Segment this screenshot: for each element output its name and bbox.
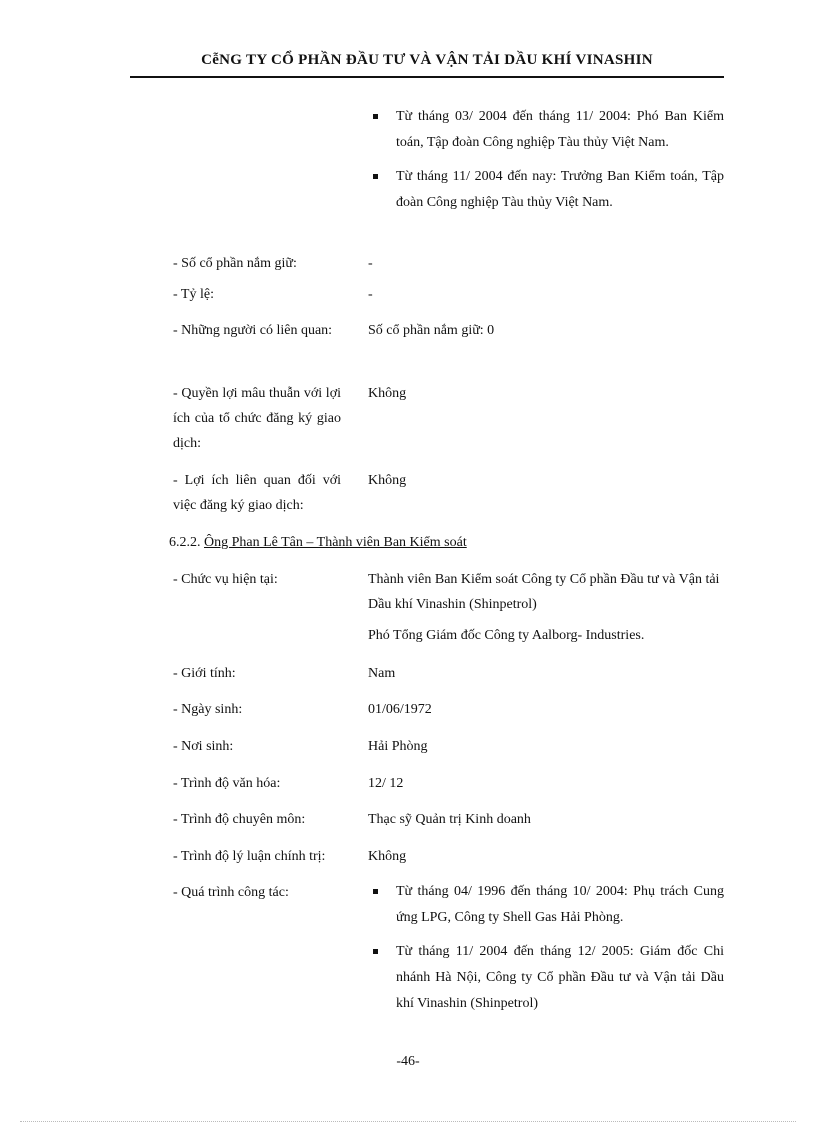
specialty-label: - Trình độ chuyên môn: bbox=[173, 812, 306, 827]
political-theory-label: - Trình độ lý luận chính trị: bbox=[173, 849, 326, 864]
birth-date-label: - Ngày sinh: bbox=[173, 702, 243, 717]
related-persons-label: - Những người có liên quan: bbox=[173, 323, 333, 338]
shares-held-label: - Số cổ phần nắm giữ: bbox=[173, 256, 297, 271]
education-value: 12/ 12 bbox=[368, 776, 404, 791]
career-list bbox=[368, 879, 724, 1025]
list-item: Từ tháng 04/ 1996 đến tháng 10/ 2004: Phụ trách Cung ứng LPG, Công ty Shell Gas Hải Phòng. bbox=[368, 879, 724, 931]
related-persons-value: Số cổ phần nắm giữ: 0 bbox=[368, 323, 495, 338]
gender-value: Nam bbox=[368, 666, 396, 681]
prev-career-list bbox=[368, 104, 724, 224]
related-benefits-value: Không bbox=[368, 473, 407, 488]
list-item: Từ tháng 11/ 2004 đến nay: Trưởng Ban Kiểm toán, Tập đoàn Công nghiệp Tàu thủy Việt Nam. bbox=[368, 164, 724, 216]
conflict-of-interest-value: Không bbox=[368, 386, 407, 401]
birth-date-value: 01/06/1972 bbox=[368, 702, 432, 717]
list-item: Từ tháng 11/ 2004 đến tháng 12/ 2005: Giám đốc Chi nhánh Hà Nội, Công ty Cổ phần Đầu tư và Vận tải Dầu khí Vinashin (Shinpetrol) bbox=[368, 939, 724, 1017]
position-value: Thành viên Ban Kiểm soát Công ty Cổ phần Đầu tư và Vận tải Dầu khí Vinashin (Shinpetrol) bbox=[368, 572, 720, 612]
political-theory-value: Không bbox=[368, 849, 407, 864]
gender-label: - Giới tính: bbox=[173, 666, 236, 681]
list-item: Từ tháng 03/ 2004 đến tháng 11/ 2004: Phó Ban Kiểm toán, Tập đoàn Công nghiệp Tàu thủy Việt Nam. bbox=[368, 104, 724, 156]
ratio-value: - bbox=[368, 287, 373, 302]
related-benefits-label: - Lợi ích liên quan đối với việc đăng ký giao dịch: bbox=[173, 473, 341, 513]
conflict-of-interest-label: - Quyền lợi mâu thuẫn với lợi ích của tổ chức đăng ký giao dịch: bbox=[173, 386, 341, 451]
section-title: Ông Phan Lê Tân – Thành viên Ban Kiểm soát bbox=[204, 535, 467, 550]
position-value-secondary: Phó Tổng Giám đốc Công ty Aalborg- Industries. bbox=[368, 628, 645, 643]
specialty-value: Thạc sỹ Quản trị Kinh doanh bbox=[368, 812, 531, 827]
page-number: -46- bbox=[396, 1054, 420, 1069]
education-label: - Trình độ văn hóa: bbox=[173, 776, 281, 791]
shares-held-value: - bbox=[368, 256, 373, 271]
footer-divider bbox=[20, 1121, 796, 1122]
page-header-title: CễNG TY CỔ PHẦN ĐẦU TƯ VÀ VẬN TẢI DẦU KHÍ VINASHIN bbox=[201, 52, 653, 68]
ratio-label: - Tỷ lệ: bbox=[173, 287, 214, 302]
section-number: 6.2.2. bbox=[169, 535, 201, 550]
section-heading bbox=[169, 530, 467, 555]
header-divider bbox=[130, 76, 724, 78]
birth-place-label: - Nơi sinh: bbox=[173, 739, 234, 754]
position-label: - Chức vụ hiện tại: bbox=[173, 572, 278, 587]
career-label: - Quá trình công tác: bbox=[173, 885, 289, 900]
birth-place-value: Hải Phòng bbox=[368, 739, 428, 754]
